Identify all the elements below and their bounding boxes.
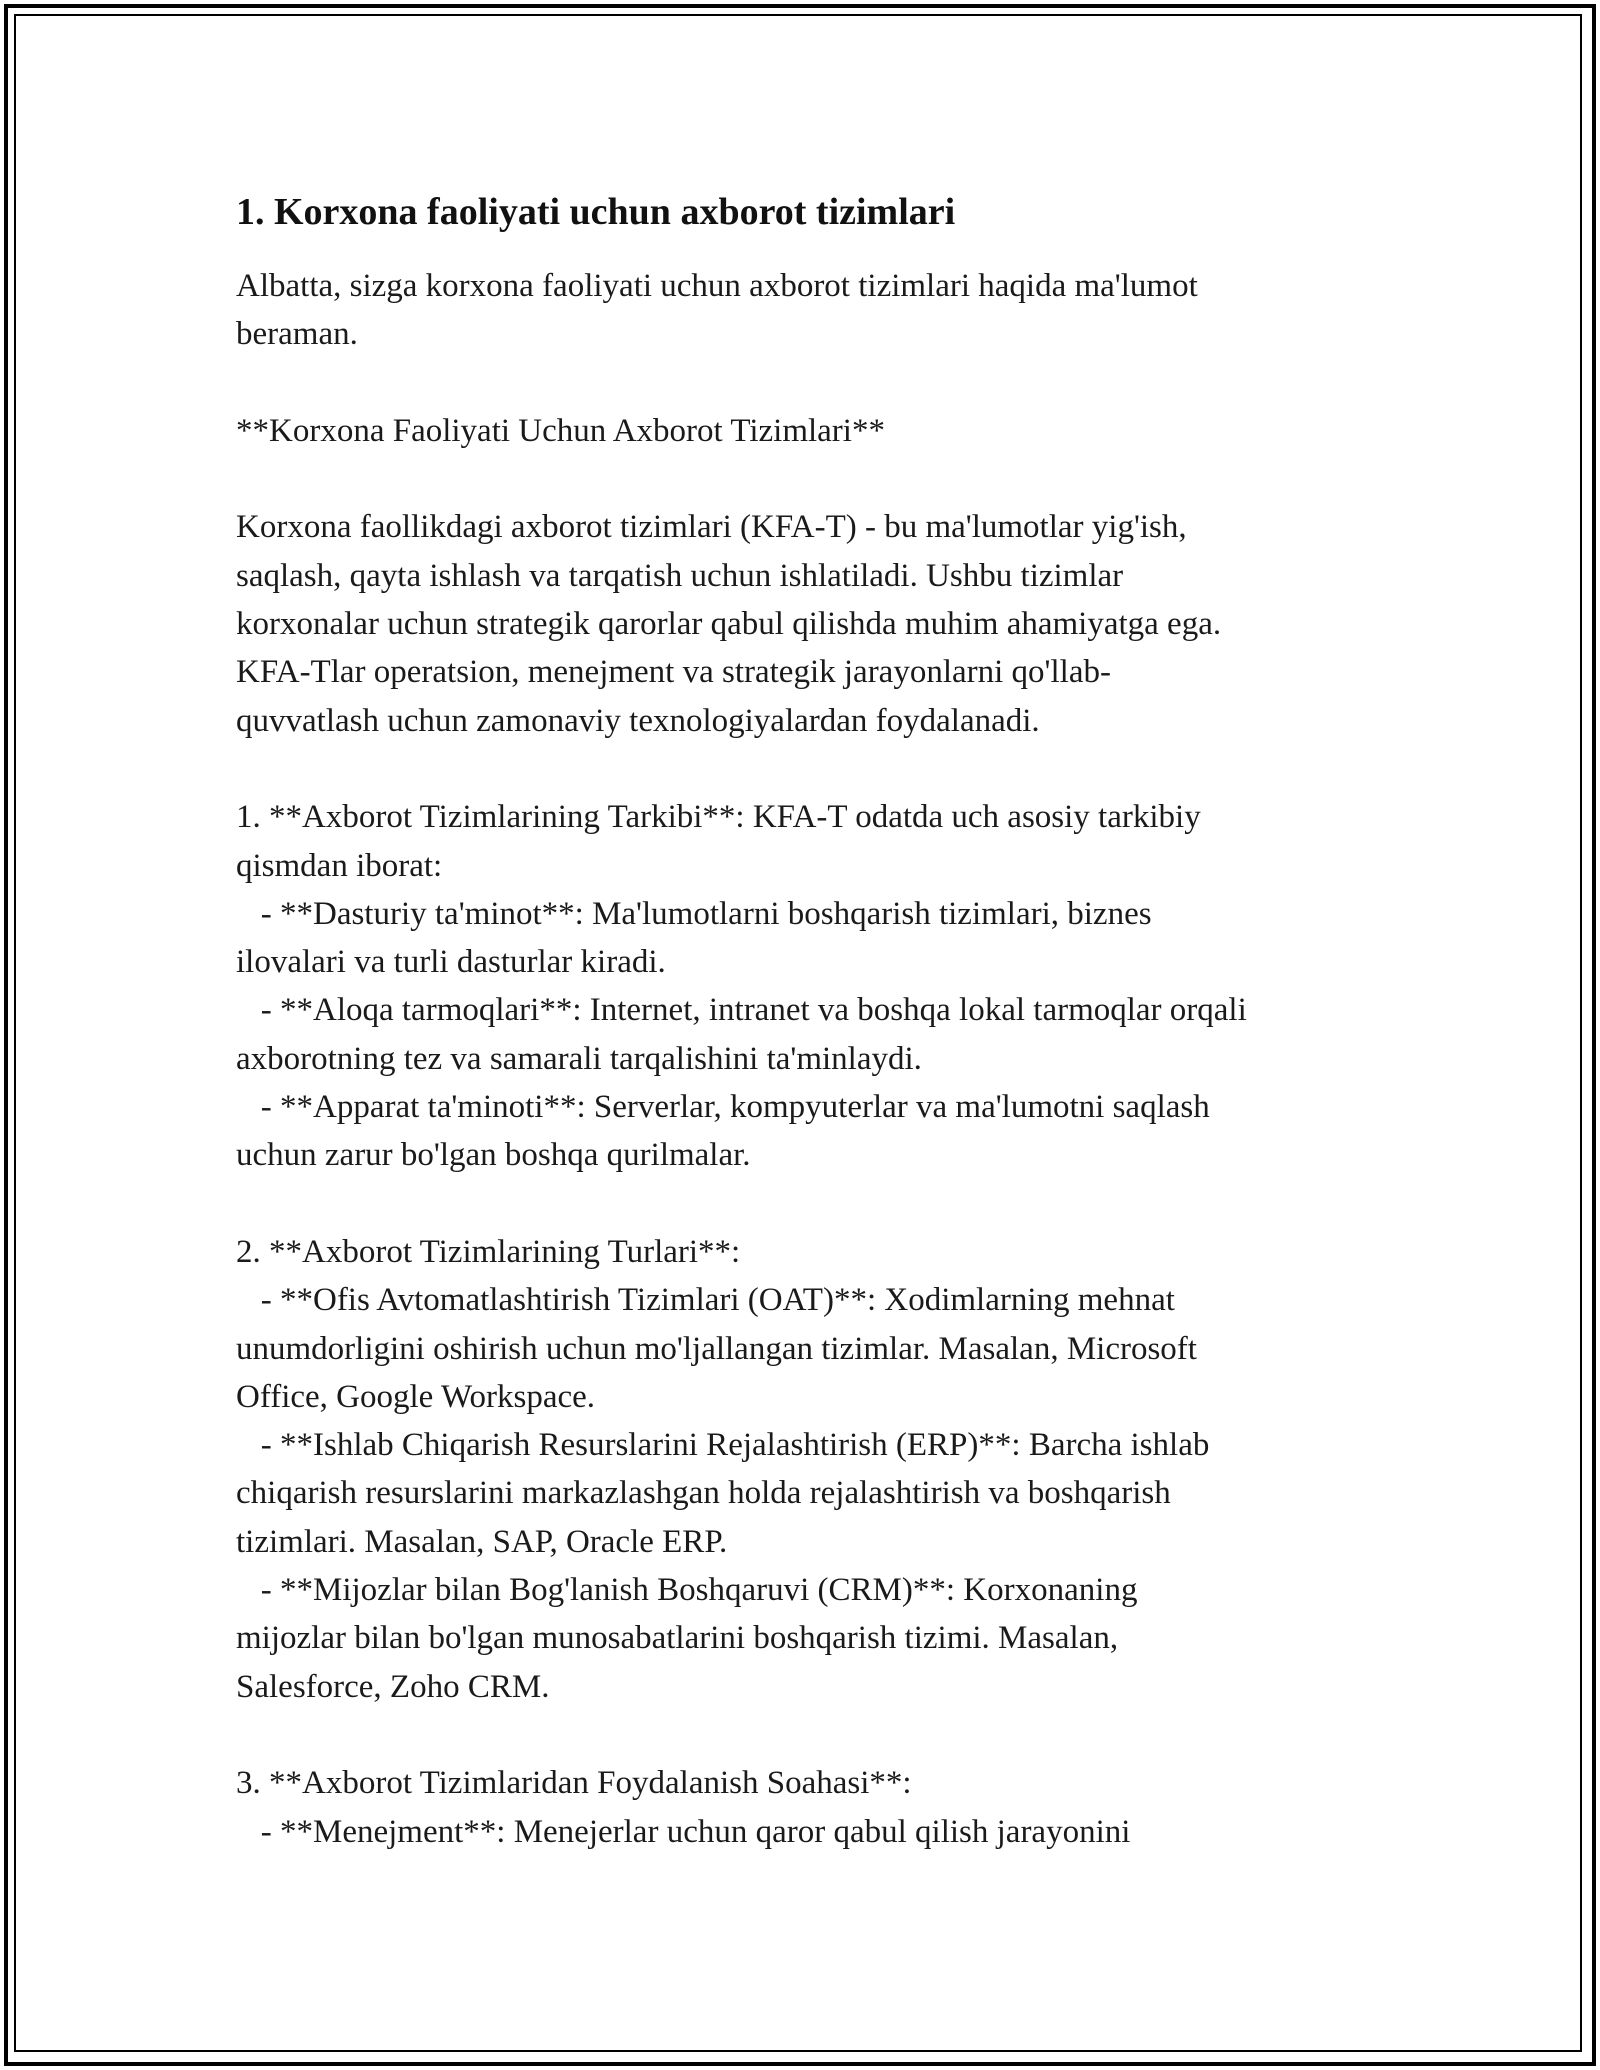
document-body	[236, 186, 1376, 1856]
text-line: 3. **Axborot Tizimlaridan Foydalanish Soahasi**:	[236, 1765, 912, 1802]
text-line: - **Aloqa tarmoqlari**: Internet, intranet va boshqa lokal tarmoqlar orqali	[236, 992, 1247, 1029]
text-line: ilovalari va turli dasturlar kiradi.	[236, 944, 666, 981]
text-line: korxonalar uchun strategik qarorlar qabul qilishda muhim ahamiyatga ega.	[236, 606, 1222, 643]
text-line: Korxona faollikdagi axborot tizimlari (KFA-T) - bu ma'lumotlar yig'ish,	[236, 509, 1187, 546]
text-line: - **Dasturiy ta'minot**: Ma'lumotlarni boshqarish tizimlari, biznes	[236, 895, 1152, 932]
text-line: **Korxona Faoliyati Uchun Axborot Tizimlari**	[236, 412, 885, 449]
text-line: Albatta, sizga korxona faoliyati uchun axborot tizimlari haqida ma'lumot	[236, 268, 1198, 304]
text-line: mijozlar bilan bo'lgan munosabatlarini boshqarish tizimi. Masalan,	[236, 1620, 1119, 1657]
text-line: KFA-Tlar operatsion, menejment va strategik jarayonlarni qo'llab-	[236, 654, 1111, 691]
text-line: 2. **Axborot Tizimlarining Turlari**:	[236, 1233, 741, 1270]
text-line: axborotning tez va samarali tarqalishini ta'minlaydi.	[236, 1040, 922, 1077]
text-line: unumdorligini oshirish uchun mo'ljallangan tizimlar. Masalan, Microsoft	[236, 1330, 1197, 1367]
text-line: - **Menejment**: Menejerlar uchun qaror qabul qilish jarayonini	[236, 1813, 1131, 1850]
document-text	[236, 262, 1376, 1856]
text-line: tizimlari. Masalan, SAP, Oracle ERP.	[236, 1523, 728, 1560]
document-title: 1. Korxona faoliyati uchun axborot tizimlari	[236, 191, 956, 233]
text-line: - **Mijozlar bilan Bog'lanish Boshqaruvi (CRM)**: Korxonaning	[236, 1572, 1138, 1609]
text-line: chiqarish resurslarini markazlashgan holda rejalashtirish va boshqarish	[236, 1475, 1171, 1512]
text-line: beraman.	[236, 316, 358, 353]
text-line: - **Ishlab Chiqarish Resurslarini Rejalashtirish (ERP)**: Barcha ishlab	[236, 1427, 1210, 1464]
text-line: - **Apparat ta'minoti**: Serverlar, kompyuterlar va ma'lumotni saqlash	[236, 1089, 1210, 1126]
blank-line	[236, 359, 1376, 407]
blank-line	[236, 1711, 1376, 1759]
text-line: uchun zarur bo'lgan boshqa qurilmalar.	[236, 1137, 751, 1174]
text-line: saqlash, qayta ishlash va tarqatish uchun ishlatiladi. Ushbu tizimlar	[236, 557, 1124, 594]
text-line: Salesforce, Zoho CRM.	[236, 1668, 550, 1705]
blank-line	[236, 745, 1376, 793]
text-line: quvvatlash uchun zamonaviy texnologiyalardan foydalanadi.	[236, 702, 1040, 739]
blank-line	[236, 455, 1376, 503]
text-line: 1. **Axborot Tizimlarining Tarkibi**: KFA-T odatda uch asosiy tarkibiy	[236, 799, 1201, 836]
text-line: - **Ofis Avtomatlashtirish Tizimlari (OAT)**: Xodimlarning mehnat	[236, 1282, 1175, 1319]
text-line: Office, Google Workspace.	[236, 1378, 596, 1415]
text-line: qismdan iborat:	[236, 847, 443, 884]
blank-line	[236, 1180, 1376, 1228]
